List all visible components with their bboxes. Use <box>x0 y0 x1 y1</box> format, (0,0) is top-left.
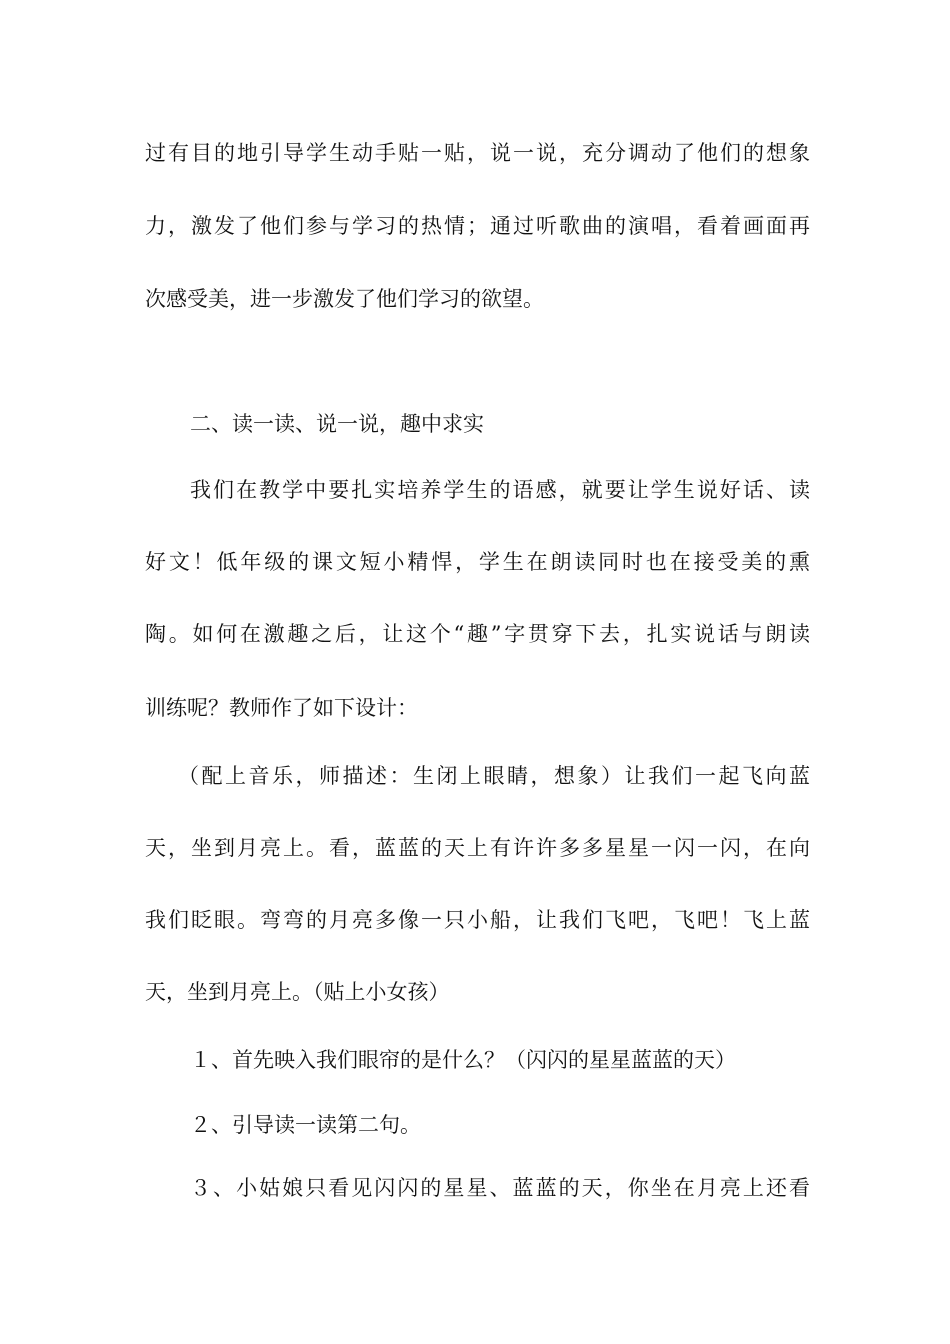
paragraph-line-5: 好文！低年级的课文短小精悍，学生在朗读同时也在接受美的熏 <box>145 550 810 574</box>
list-item-3: ３、小姑娘只看见闪闪的星星、蓝蓝的天，你坐在月亮上还看 <box>190 1176 810 1200</box>
paragraph-line-6: 陶。如何在激趣之后，让这个“趣”字贯穿下去，扎实说话与朗读 <box>145 622 810 646</box>
paragraph-line-3: 次感受美，进一步激发了他们学习的欲望。 <box>145 287 544 311</box>
list-item-1: １、首先映入我们眼帘的是什么？（闪闪的星星蓝蓝的天） <box>190 1048 736 1072</box>
paragraph-line-7: 训练呢？教师作了如下设计： <box>145 696 418 720</box>
paragraph-line-4: 我们在教学中要扎实培养学生的语感，就要让学生说好话、读 <box>190 478 810 502</box>
paragraph-line-10: 我们眨眼。弯弯的月亮多像一只小船，让我们飞吧，飞吧！飞上蓝 <box>145 908 810 932</box>
section-heading: 二、读一读、说一说，趣中求实 <box>190 412 484 436</box>
paragraph-line-8: （配上音乐，师描述：生闭上眼睛，想象）让我们一起飞向蓝 <box>178 764 810 788</box>
paragraph-line-9: 天，坐到月亮上。看，蓝蓝的天上有许许多多星星一闪一闪，在向 <box>145 836 810 860</box>
paragraph-line-11: 天，坐到月亮上。（贴上小女孩） <box>145 980 450 1004</box>
paragraph-line-1: 过有目的地引导学生动手贴一贴，说一说，充分调动了他们的想象 <box>145 141 810 165</box>
paragraph-line-2: 力，激发了他们参与学习的热情；通过听歌曲的演唱，看着画面再 <box>145 214 810 238</box>
list-item-2: ２、引导读一读第二句。 <box>190 1113 421 1137</box>
